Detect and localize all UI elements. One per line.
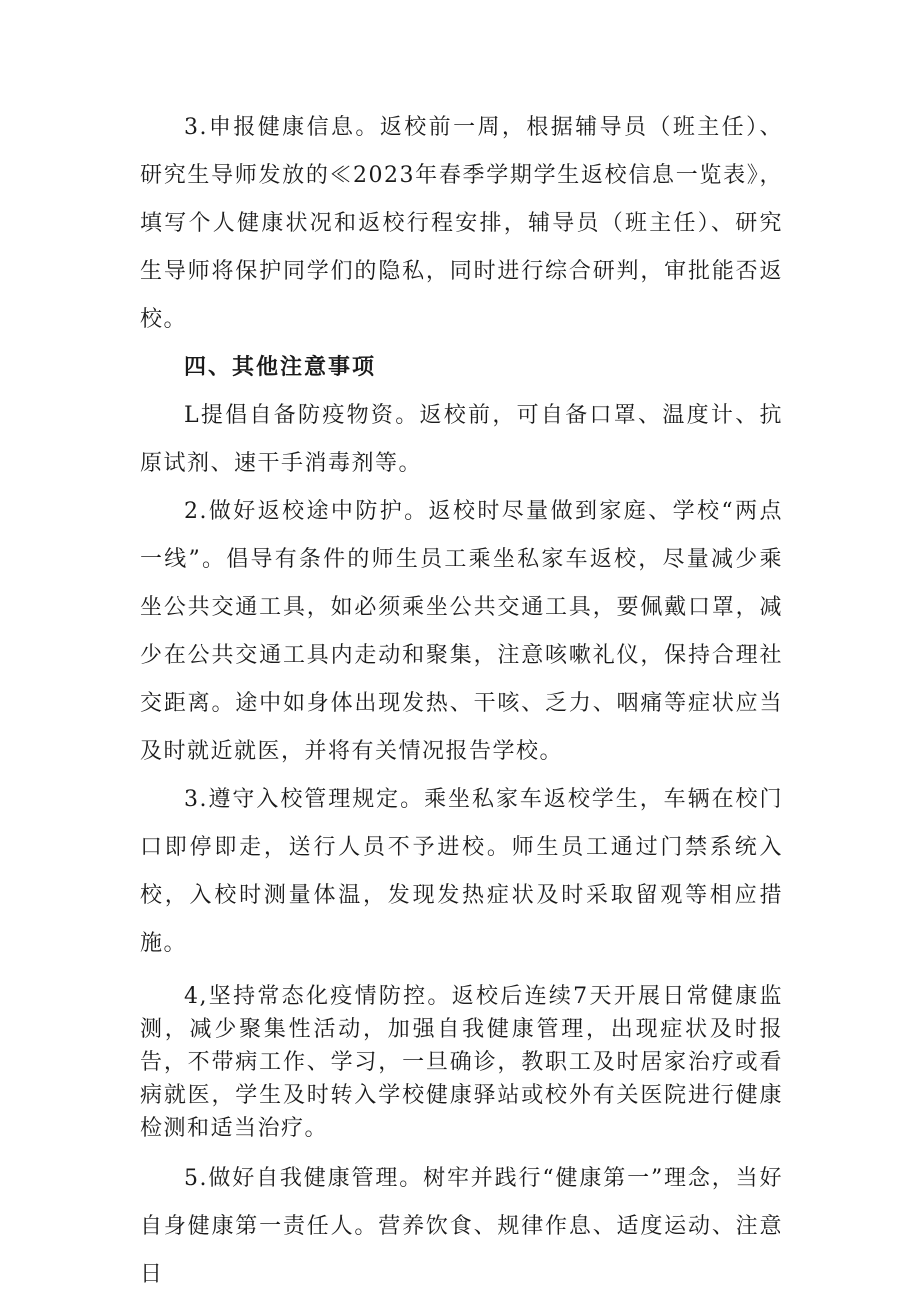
paragraph-epidemic-control: 4,坚持常态化疫情防控。返校后连续7天开展日常健康监测，减少聚集性活动，加强自我健康管理，出现症状及时报告，不带病工作、学习，一旦确诊，教职工及时居家治疗或看病就医，学生及时转入学校健康驿站或校外有关医院进行健康检测和适当治疗。 — [140, 984, 783, 1141]
document-page — [140, 104, 783, 1299]
section-heading-other-notes: 四、其他注意事项 — [184, 355, 377, 380]
paragraph-supplies: L提倡自备防疫物资。返校前，可自备口罩、温度计、抗原试剂、速干手消毒剂等。 — [140, 403, 783, 476]
paragraph-self-health: 5.做好自我健康管理。树牢并践行“健康第一”理念，当好自身健康第一责任人。营养饮食、规律作息、适度运动、注意日 — [140, 1166, 783, 1287]
paragraph-entry-rules: 3.遵守入校管理规定。乘坐私家车返校学生，车辆在校门口即停即走，送行人员不予进校。师生员工通过门禁系统入校，入校时测量体温，发现发热症状及时采取留观等相应措施。 — [140, 787, 783, 956]
paragraph-health-info: 3.申报健康信息。返校前一周，根据辅导员（班主任）、研究生导师发放的≪2023年春季学期学生返校信息一览表》，填写个人健康状况和返校行程安排，辅导员（班主任）、研究生导师将保护同学们的隐私，同时进行综合研判，审批能否返校。 — [140, 115, 783, 332]
paragraph-travel-protection: 2.做好返校途中防护。返校时尽量做到家庭、学校“两点一线”。倡导有条件的师生员工乘坐私家车返校，尽量减少乘坐公共交通工具，如必须乘坐公共交通工具，要佩戴口罩，减少在公共交通工具内走动和聚集，注意咳嗽礼仪，保持合理社交距离。途中如身体出现发热、干咳、乏力、咽痛等症状应当及时就近就医，并将有关情况报告学校。 — [140, 499, 783, 764]
